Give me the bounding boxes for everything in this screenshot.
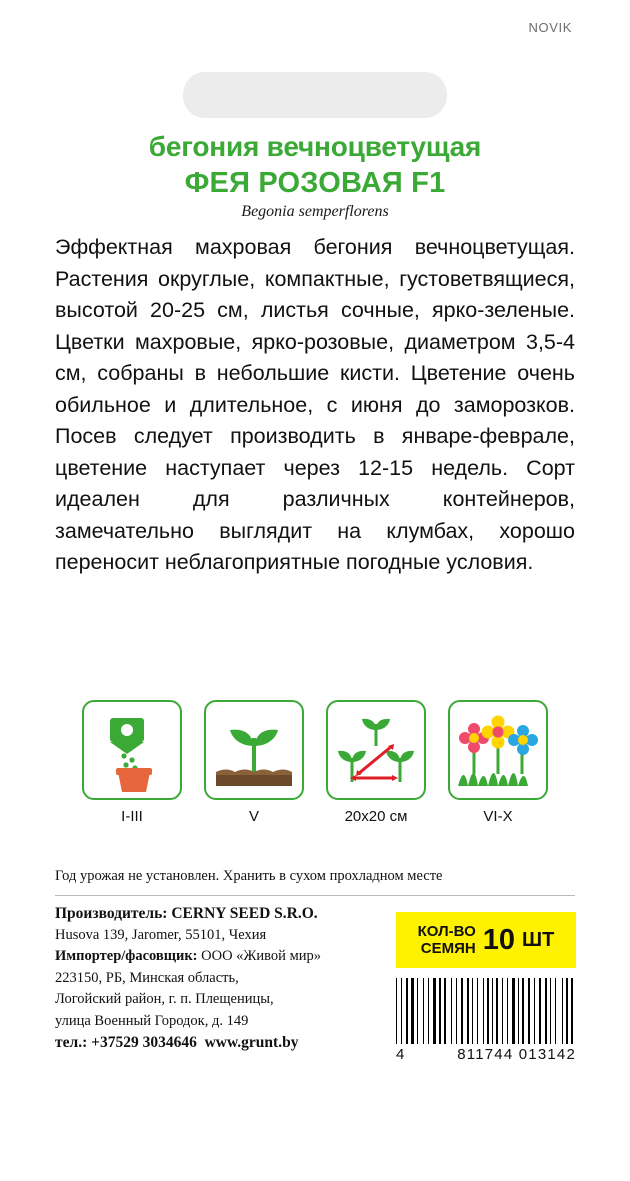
phone-number[interactable]: +37529 3034646 (91, 1034, 197, 1051)
seedling-soil-icon (204, 700, 304, 800)
importer-address-1: 223150, РБ, Минская область, (55, 969, 239, 986)
company-info (55, 903, 385, 1054)
importer-address-2: Логойский район, г. п. Плещеницы, (55, 991, 274, 1007)
importer-name: ООО «Живой мир» (201, 948, 321, 964)
website-link[interactable]: www.grunt.by (204, 1034, 299, 1051)
pictogram-flowering (446, 700, 550, 825)
variety-title: ФЕЯ РОЗОВАЯ F1 (184, 167, 446, 199)
pictogram-sowing (80, 700, 184, 825)
importer-line (55, 946, 385, 968)
barcode (396, 978, 576, 1044)
barcode-main-digits: 811744 013142 (457, 1046, 576, 1063)
producer-address: Husova 139, Jaromer, 55101, Чехия (55, 926, 267, 943)
producer-line (55, 903, 385, 925)
pictogram-spacing (324, 700, 428, 825)
barcode-lead-digit: 4 (396, 1046, 406, 1063)
pictogram-seedling-label: V (248, 808, 259, 825)
producer-label: Производитель: (55, 905, 168, 922)
quantity-words-line2: СЕМЯН (420, 940, 476, 957)
titles-block (0, 130, 630, 221)
phone-label: тел.: (55, 1034, 88, 1051)
plant-spacing-icon (326, 700, 426, 800)
importer-label: Импортер/фасовщик: (55, 948, 198, 964)
pictogram-flowering-label: VI-X (483, 808, 513, 825)
barcode-digits (396, 1046, 576, 1063)
importer-address-3: улица Военный Городок, д. 149 (55, 1012, 249, 1029)
latin-name: Begonia semperflorens (241, 203, 389, 220)
sowing-pot-icon (82, 700, 182, 800)
footer-divider (55, 895, 575, 896)
hang-hole-tab (183, 72, 447, 118)
quantity-unit: ШТ (522, 929, 555, 951)
page-title: бегония вечноцветущая (148, 131, 482, 162)
pictogram-row (80, 700, 550, 825)
flowering-icon (448, 700, 548, 800)
harvest-note: Год урожая не установлен. Хранить в сухом прохладном месте (55, 868, 443, 884)
quantity-badge (396, 912, 576, 968)
quantity-words-line1: КОЛ-ВО (417, 923, 476, 940)
quantity-number: 10 (482, 924, 516, 956)
contact-line (55, 1032, 385, 1054)
brand-label: NOVIK (528, 20, 572, 35)
producer-name: CERNY SEED S.R.O. (171, 905, 318, 922)
pictogram-seedling (202, 700, 306, 825)
pictogram-sowing-label: I-III (121, 808, 143, 825)
pictogram-spacing-label: 20x20 см (344, 808, 408, 825)
description-text: Эффектная махровая бегония вечноцветущая. Растения округлые, компактные, густоветвящиеся, высотой 20-25 см, листья сочные, ярко-зеленые. Цветки махровые, ярко-розовые, диаметром 3,5-4 см, собраны в небольшие кисти. Цветение очень обильное и длительное, с июня до заморозков. Посев следует производить в январе-феврале, цветение наступает через 12-15 недель. Сорт идеален для различных контейнеров, замечательно выглядит на клумбах, хорошо переносит неблагоприятные погодные условия. (55, 235, 575, 574)
